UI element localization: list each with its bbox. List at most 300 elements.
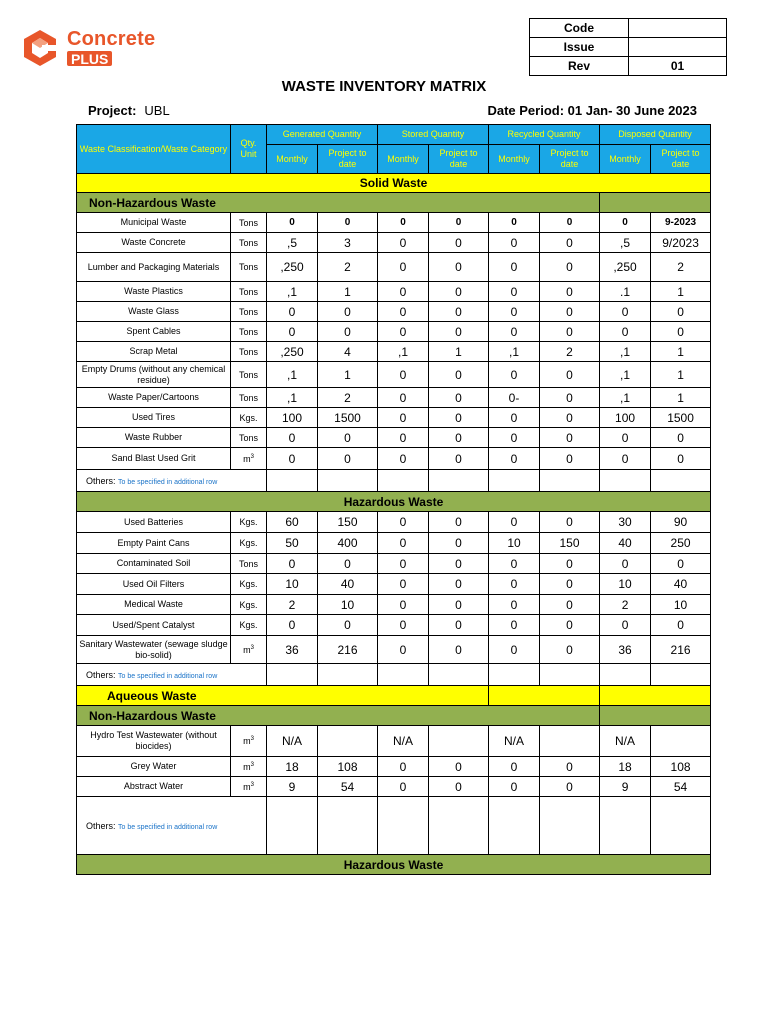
table-row xyxy=(77,282,711,302)
quantity-unit xyxy=(231,302,267,322)
quantity-cell: ,250 xyxy=(267,253,318,282)
empty-cell xyxy=(267,664,318,686)
quantity-cell: 4 xyxy=(318,342,378,362)
quantity-cell: 1 xyxy=(651,282,711,302)
quantity-cell: 0 xyxy=(267,615,318,636)
concrete-plus-logo-icon xyxy=(20,28,60,68)
quantity-cell: 0 xyxy=(267,428,318,448)
quantity-cell: ,1 xyxy=(489,342,540,362)
quantity-cell: 36 xyxy=(267,636,318,664)
section-aqueous-waste xyxy=(77,686,711,706)
quantity-cell: 0 xyxy=(429,253,489,282)
empty-cell xyxy=(540,470,600,492)
quantity-cell: 0 xyxy=(540,253,600,282)
others-row xyxy=(77,470,711,492)
unit-text: Tons xyxy=(238,346,258,357)
table-row xyxy=(77,302,711,322)
quantity-cell xyxy=(651,726,711,757)
table-row xyxy=(77,636,711,664)
empty-cell xyxy=(600,797,651,855)
aqueous-non-hazardous-rows xyxy=(77,726,711,797)
quantity-cell: 10 xyxy=(651,595,711,615)
quantity-cell: 0 xyxy=(318,554,378,574)
quantity-cell: 0 xyxy=(489,777,540,797)
date-period: Date Period: 01 Jan- 30 June 2023 xyxy=(487,103,697,118)
quantity-cell: 9 xyxy=(267,777,318,797)
others-label: Others: xyxy=(86,669,116,680)
quantity-cell: 0 xyxy=(651,615,711,636)
quantity-cell: 0 xyxy=(540,757,600,777)
quantity-cell: 250 xyxy=(651,533,711,554)
quantity-cell: 0 xyxy=(489,615,540,636)
section-aqueous-non-hazardous xyxy=(77,706,711,726)
header-monthly: Monthly xyxy=(600,145,651,174)
quantity-cell: 60 xyxy=(267,512,318,533)
quantity-cell: 0 xyxy=(489,213,540,233)
quantity-cell: 0 xyxy=(429,595,489,615)
quantity-cell: 0 xyxy=(378,428,429,448)
empty-cell xyxy=(267,470,318,492)
table-row xyxy=(77,428,711,448)
empty-cell xyxy=(429,470,489,492)
quantity-cell: 0 xyxy=(378,302,429,322)
quantity-cell: ,5 xyxy=(600,233,651,253)
quantity-unit xyxy=(231,512,267,533)
quantity-cell: 0 xyxy=(600,554,651,574)
empty-cell xyxy=(318,664,378,686)
quantity-cell: 0 xyxy=(429,233,489,253)
quantity-cell: 0 xyxy=(489,282,540,302)
quantity-cell: 10 xyxy=(318,595,378,615)
empty-cell xyxy=(378,664,429,686)
table-row xyxy=(77,757,711,777)
table-row xyxy=(77,388,711,408)
quantity-cell: 0 xyxy=(429,636,489,664)
quantity-cell: N/A xyxy=(378,726,429,757)
section-title: Aqueous Waste xyxy=(77,686,489,706)
quantity-cell: 0 xyxy=(378,574,429,595)
quantity-cell: 0 xyxy=(489,362,540,388)
quantity-cell: 0 xyxy=(429,302,489,322)
quantity-cell: N/A xyxy=(267,726,318,757)
quantity-cell: 0 xyxy=(378,533,429,554)
table-row xyxy=(77,615,711,636)
quantity-cell: 216 xyxy=(651,636,711,664)
others-spec: To be specified in additional row xyxy=(118,478,218,486)
quantity-cell: 0 xyxy=(489,757,540,777)
quantity-cell xyxy=(540,726,600,757)
quantity-cell: 9-2023 xyxy=(651,213,711,233)
header-project-to-date: Project to date xyxy=(540,145,600,174)
waste-category-name: Used Tires xyxy=(77,408,231,428)
header-monthly: Monthly xyxy=(267,145,318,174)
header-recycled: Recycled Quantity xyxy=(489,125,600,145)
empty-cell xyxy=(540,797,600,855)
header-disposed: Disposed Quantity xyxy=(600,125,711,145)
quantity-cell: 0 xyxy=(600,448,651,470)
waste-category-name: Spent Cables xyxy=(77,322,231,342)
quantity-cell: 0 xyxy=(600,213,651,233)
others-cell xyxy=(77,664,267,686)
quantity-cell: 100 xyxy=(600,408,651,428)
quantity-cell: 0 xyxy=(378,636,429,664)
unit-text: Tons xyxy=(238,432,258,443)
unit-superscript: 3 xyxy=(250,644,254,651)
header-row-1 xyxy=(77,125,711,145)
solid-non-hazardous-rows xyxy=(77,213,711,470)
quantity-cell: 0 xyxy=(318,448,378,470)
company-logo xyxy=(20,28,155,68)
quantity-cell: 0 xyxy=(600,302,651,322)
empty-cell xyxy=(378,470,429,492)
others-label: Others: xyxy=(86,820,116,831)
quantity-cell: 0 xyxy=(378,615,429,636)
unit-superscript: 3 xyxy=(250,781,254,788)
quantity-cell: 3 xyxy=(318,233,378,253)
waste-category-name: Sanitary Wastewater (sewage sludge bio-solid) xyxy=(77,636,231,664)
quantity-cell: 0 xyxy=(378,282,429,302)
quantity-cell: 0 xyxy=(489,512,540,533)
unit-text: Kgs. xyxy=(239,620,258,630)
quantity-cell: 0 xyxy=(600,428,651,448)
quantity-unit xyxy=(231,322,267,342)
quantity-cell: 0 xyxy=(489,554,540,574)
table-row xyxy=(77,777,711,797)
quantity-unit xyxy=(231,595,267,615)
header-project-to-date: Project to date xyxy=(318,145,378,174)
quantity-cell: 9 xyxy=(600,777,651,797)
quantity-unit xyxy=(231,233,267,253)
quantity-cell: .1 xyxy=(600,282,651,302)
quantity-cell: 0 xyxy=(429,615,489,636)
quantity-cell: 0 xyxy=(540,615,600,636)
quantity-cell: 0 xyxy=(651,322,711,342)
document-control-table xyxy=(529,18,727,76)
quantity-cell: 0 xyxy=(378,554,429,574)
waste-category-name: Municipal Waste xyxy=(77,213,231,233)
quantity-cell: 40 xyxy=(318,574,378,595)
quantity-cell: 1500 xyxy=(318,408,378,428)
quantity-cell: 0 xyxy=(378,213,429,233)
unit-text: Tons xyxy=(238,306,258,317)
quantity-cell: 50 xyxy=(267,533,318,554)
section-title: Non-Hazardous Waste xyxy=(77,193,600,213)
doc-control-code-row xyxy=(530,19,727,38)
quantity-cell: 0 xyxy=(489,595,540,615)
quantity-cell: 0 xyxy=(429,362,489,388)
quantity-cell: 0 xyxy=(378,448,429,470)
quantity-cell: 1 xyxy=(429,342,489,362)
unit-text: Tons xyxy=(238,326,258,337)
section-solid-waste xyxy=(77,174,711,193)
quantity-cell: 18 xyxy=(600,757,651,777)
quantity-unit xyxy=(231,282,267,302)
quantity-cell xyxy=(429,726,489,757)
table-row xyxy=(77,512,711,533)
others-cell xyxy=(77,470,267,492)
quantity-cell: 0 xyxy=(600,615,651,636)
document-title: WASTE INVENTORY MATRIX xyxy=(281,78,487,95)
quantity-cell: N/A xyxy=(600,726,651,757)
table-row xyxy=(77,213,711,233)
quantity-cell: 0 xyxy=(540,388,600,408)
unit-text: Tons xyxy=(238,286,258,297)
quantity-cell: 0 xyxy=(540,233,600,253)
quantity-cell: 0 xyxy=(429,388,489,408)
quantity-cell: 1500 xyxy=(651,408,711,428)
waste-category-name: Empty Paint Cans xyxy=(77,533,231,554)
quantity-cell: 9/2023 xyxy=(651,233,711,253)
header-project-to-date: Project to date xyxy=(429,145,489,174)
empty-cell xyxy=(429,664,489,686)
quantity-cell: 0 xyxy=(540,362,600,388)
table-row xyxy=(77,253,711,282)
issue-label: Issue xyxy=(530,38,629,57)
quantity-cell: 0 xyxy=(540,322,600,342)
unit-text: m xyxy=(243,453,251,464)
quantity-cell: 0 xyxy=(378,757,429,777)
quantity-cell: 0 xyxy=(600,322,651,342)
quantity-cell: 0 xyxy=(540,408,600,428)
quantity-cell: 108 xyxy=(651,757,711,777)
waste-category-name: Waste Plastics xyxy=(77,282,231,302)
table-row xyxy=(77,448,711,470)
quantity-unit xyxy=(231,574,267,595)
quantity-unit xyxy=(231,388,267,408)
waste-category-name: Used Batteries xyxy=(77,512,231,533)
quantity-cell: ,1 xyxy=(267,282,318,302)
quantity-cell: 0 xyxy=(489,233,540,253)
code-label: Code xyxy=(530,19,629,38)
quantity-cell: 0 xyxy=(378,512,429,533)
section-aqueous-hazardous xyxy=(77,855,711,875)
table-row xyxy=(77,595,711,615)
others-cell xyxy=(77,797,267,855)
header-stored: Stored Quantity xyxy=(378,125,489,145)
quantity-cell: 0 xyxy=(267,213,318,233)
empty-cell xyxy=(318,797,378,855)
project-line xyxy=(88,103,170,118)
unit-text: Kgs. xyxy=(239,517,258,527)
table-row xyxy=(77,533,711,554)
quantity-cell: 150 xyxy=(318,512,378,533)
quantity-cell: 0 xyxy=(429,282,489,302)
quantity-unit xyxy=(231,777,267,797)
quantity-cell: 10 xyxy=(267,574,318,595)
header-classification: Waste Classification/Waste Category xyxy=(77,125,231,174)
quantity-cell: 0 xyxy=(318,213,378,233)
quantity-cell: 36 xyxy=(600,636,651,664)
quantity-cell: 0 xyxy=(429,512,489,533)
waste-category-name: Hydro Test Wastewater (without biocides) xyxy=(77,726,231,757)
quantity-cell: ,1 xyxy=(600,342,651,362)
quantity-unit xyxy=(231,554,267,574)
section-title: Hazardous Waste xyxy=(77,855,711,875)
quantity-cell: 2 xyxy=(600,595,651,615)
quantity-cell: 0 xyxy=(318,322,378,342)
quantity-cell: 0 xyxy=(651,428,711,448)
quantity-cell: 40 xyxy=(651,574,711,595)
unit-text: m xyxy=(243,761,251,772)
quantity-cell: 0 xyxy=(267,554,318,574)
quantity-cell: 0 xyxy=(318,615,378,636)
quantity-cell: 100 xyxy=(267,408,318,428)
empty-cell xyxy=(651,664,711,686)
quantity-unit xyxy=(231,757,267,777)
unit-text: m xyxy=(243,736,251,746)
waste-inventory-table xyxy=(76,124,711,875)
quantity-unit xyxy=(231,362,267,388)
quantity-cell: 400 xyxy=(318,533,378,554)
empty-cell xyxy=(489,797,540,855)
header-project-to-date: Project to date xyxy=(651,145,711,174)
quantity-cell: 30 xyxy=(600,512,651,533)
waste-category-name: Used/Spent Catalyst xyxy=(77,615,231,636)
quantity-unit xyxy=(231,615,267,636)
table-row xyxy=(77,362,711,388)
empty-cell xyxy=(318,470,378,492)
quantity-cell: 0 xyxy=(540,302,600,322)
quantity-cell: 0 xyxy=(429,213,489,233)
empty-cell xyxy=(489,470,540,492)
unit-superscript: 3 xyxy=(250,453,254,460)
quantity-cell: 0 xyxy=(489,574,540,595)
section-blank xyxy=(600,706,711,726)
waste-category-name: Lumber and Packaging Materials xyxy=(77,253,231,282)
section-blank xyxy=(600,686,711,706)
quantity-cell: 1 xyxy=(318,362,378,388)
section-hazardous xyxy=(77,492,711,512)
quantity-cell: 1 xyxy=(651,362,711,388)
others-row xyxy=(77,664,711,686)
quantity-cell: 0 xyxy=(540,554,600,574)
quantity-unit xyxy=(231,342,267,362)
unit-text: Kgs. xyxy=(239,412,258,423)
table-row xyxy=(77,574,711,595)
unit-text: Kgs. xyxy=(239,579,258,589)
empty-cell xyxy=(600,664,651,686)
header-unit: Qty. Unit xyxy=(231,125,267,174)
quantity-cell: 0 xyxy=(267,322,318,342)
waste-category-name: Abstract Water xyxy=(77,777,231,797)
quantity-cell: 0 xyxy=(378,233,429,253)
quantity-unit xyxy=(231,726,267,757)
issue-value xyxy=(629,38,727,57)
waste-category-name: Waste Paper/Cartoons xyxy=(77,388,231,408)
doc-control-rev-row xyxy=(530,57,727,76)
waste-category-name: Sand Blast Used Grit xyxy=(77,448,231,470)
quantity-cell: 0 xyxy=(489,408,540,428)
quantity-cell: 0 xyxy=(429,428,489,448)
quantity-cell: 0 xyxy=(540,574,600,595)
quantity-unit xyxy=(231,428,267,448)
quantity-cell: 0 xyxy=(489,253,540,282)
quantity-cell: 0 xyxy=(378,253,429,282)
quantity-cell: 0 xyxy=(540,512,600,533)
unit-superscript: 3 xyxy=(250,736,254,742)
quantity-cell: ,5 xyxy=(267,233,318,253)
quantity-unit xyxy=(231,408,267,428)
table-row xyxy=(77,342,711,362)
waste-category-name: Used Oil Filters xyxy=(77,574,231,595)
quantity-unit xyxy=(231,213,267,233)
quantity-cell: 0 xyxy=(378,408,429,428)
unit-text: Tons xyxy=(238,237,258,248)
section-blank xyxy=(489,686,600,706)
table-row xyxy=(77,322,711,342)
unit-text: Tons xyxy=(238,369,258,380)
header-monthly: Monthly xyxy=(489,145,540,174)
quantity-cell: 0- xyxy=(489,388,540,408)
quantity-cell: 2 xyxy=(318,388,378,408)
waste-category-name: Grey Water xyxy=(77,757,231,777)
quantity-cell: 2 xyxy=(318,253,378,282)
logo-plus-badge: PLUS xyxy=(67,51,112,66)
quantity-unit xyxy=(231,636,267,664)
rev-value: 01 xyxy=(629,57,727,76)
waste-category-name: Contaminated Soil xyxy=(77,554,231,574)
section-title: Non-Hazardous Waste xyxy=(77,706,600,726)
table-row xyxy=(77,554,711,574)
others-spec: To be specified in additional row xyxy=(118,823,218,831)
unit-text: m xyxy=(243,644,251,655)
quantity-cell: 2 xyxy=(267,595,318,615)
quantity-cell: 0 xyxy=(651,302,711,322)
quantity-cell: ,1 xyxy=(378,342,429,362)
section-title: Solid Waste xyxy=(77,174,711,193)
quantity-unit xyxy=(231,533,267,554)
quantity-cell: 2 xyxy=(540,342,600,362)
table-row xyxy=(77,233,711,253)
empty-cell xyxy=(540,664,600,686)
unit-text: Tons xyxy=(238,558,258,569)
quantity-cell: 0 xyxy=(651,448,711,470)
quantity-cell: 0 xyxy=(318,302,378,322)
project-label: Project: xyxy=(88,103,137,118)
waste-category-name: Medical Waste xyxy=(77,595,231,615)
quantity-cell: 0 xyxy=(489,448,540,470)
project-value: UBL xyxy=(144,103,170,118)
quantity-cell: N/A xyxy=(489,726,540,757)
unit-text: Tons xyxy=(238,217,258,228)
header-generated: Generated Quantity xyxy=(267,125,378,145)
quantity-cell: 0 xyxy=(540,448,600,470)
quantity-cell: 0 xyxy=(429,554,489,574)
quantity-cell: 1 xyxy=(318,282,378,302)
quantity-cell: 40 xyxy=(600,533,651,554)
quantity-cell: 0 xyxy=(489,322,540,342)
quantity-cell: 1 xyxy=(651,342,711,362)
quantity-cell: 0 xyxy=(489,636,540,664)
empty-cell xyxy=(489,664,540,686)
quantity-cell: 10 xyxy=(489,533,540,554)
quantity-cell: 0 xyxy=(540,777,600,797)
quantity-cell: 150 xyxy=(540,533,600,554)
others-row xyxy=(77,797,711,855)
empty-cell xyxy=(600,470,651,492)
others-spec: To be specified in additional row xyxy=(118,672,218,680)
logo-wordmark: Concrete xyxy=(67,27,156,50)
others-label: Others: xyxy=(86,475,116,486)
section-non-hazardous xyxy=(77,193,711,213)
code-value xyxy=(629,19,727,38)
waste-category-name: Empty Drums (without any chemical residue) xyxy=(77,362,231,388)
quantity-cell: 0 xyxy=(651,554,711,574)
quantity-cell: 0 xyxy=(540,428,600,448)
doc-control-issue-row xyxy=(530,38,727,57)
quantity-cell: 54 xyxy=(651,777,711,797)
quantity-cell: 0 xyxy=(429,448,489,470)
